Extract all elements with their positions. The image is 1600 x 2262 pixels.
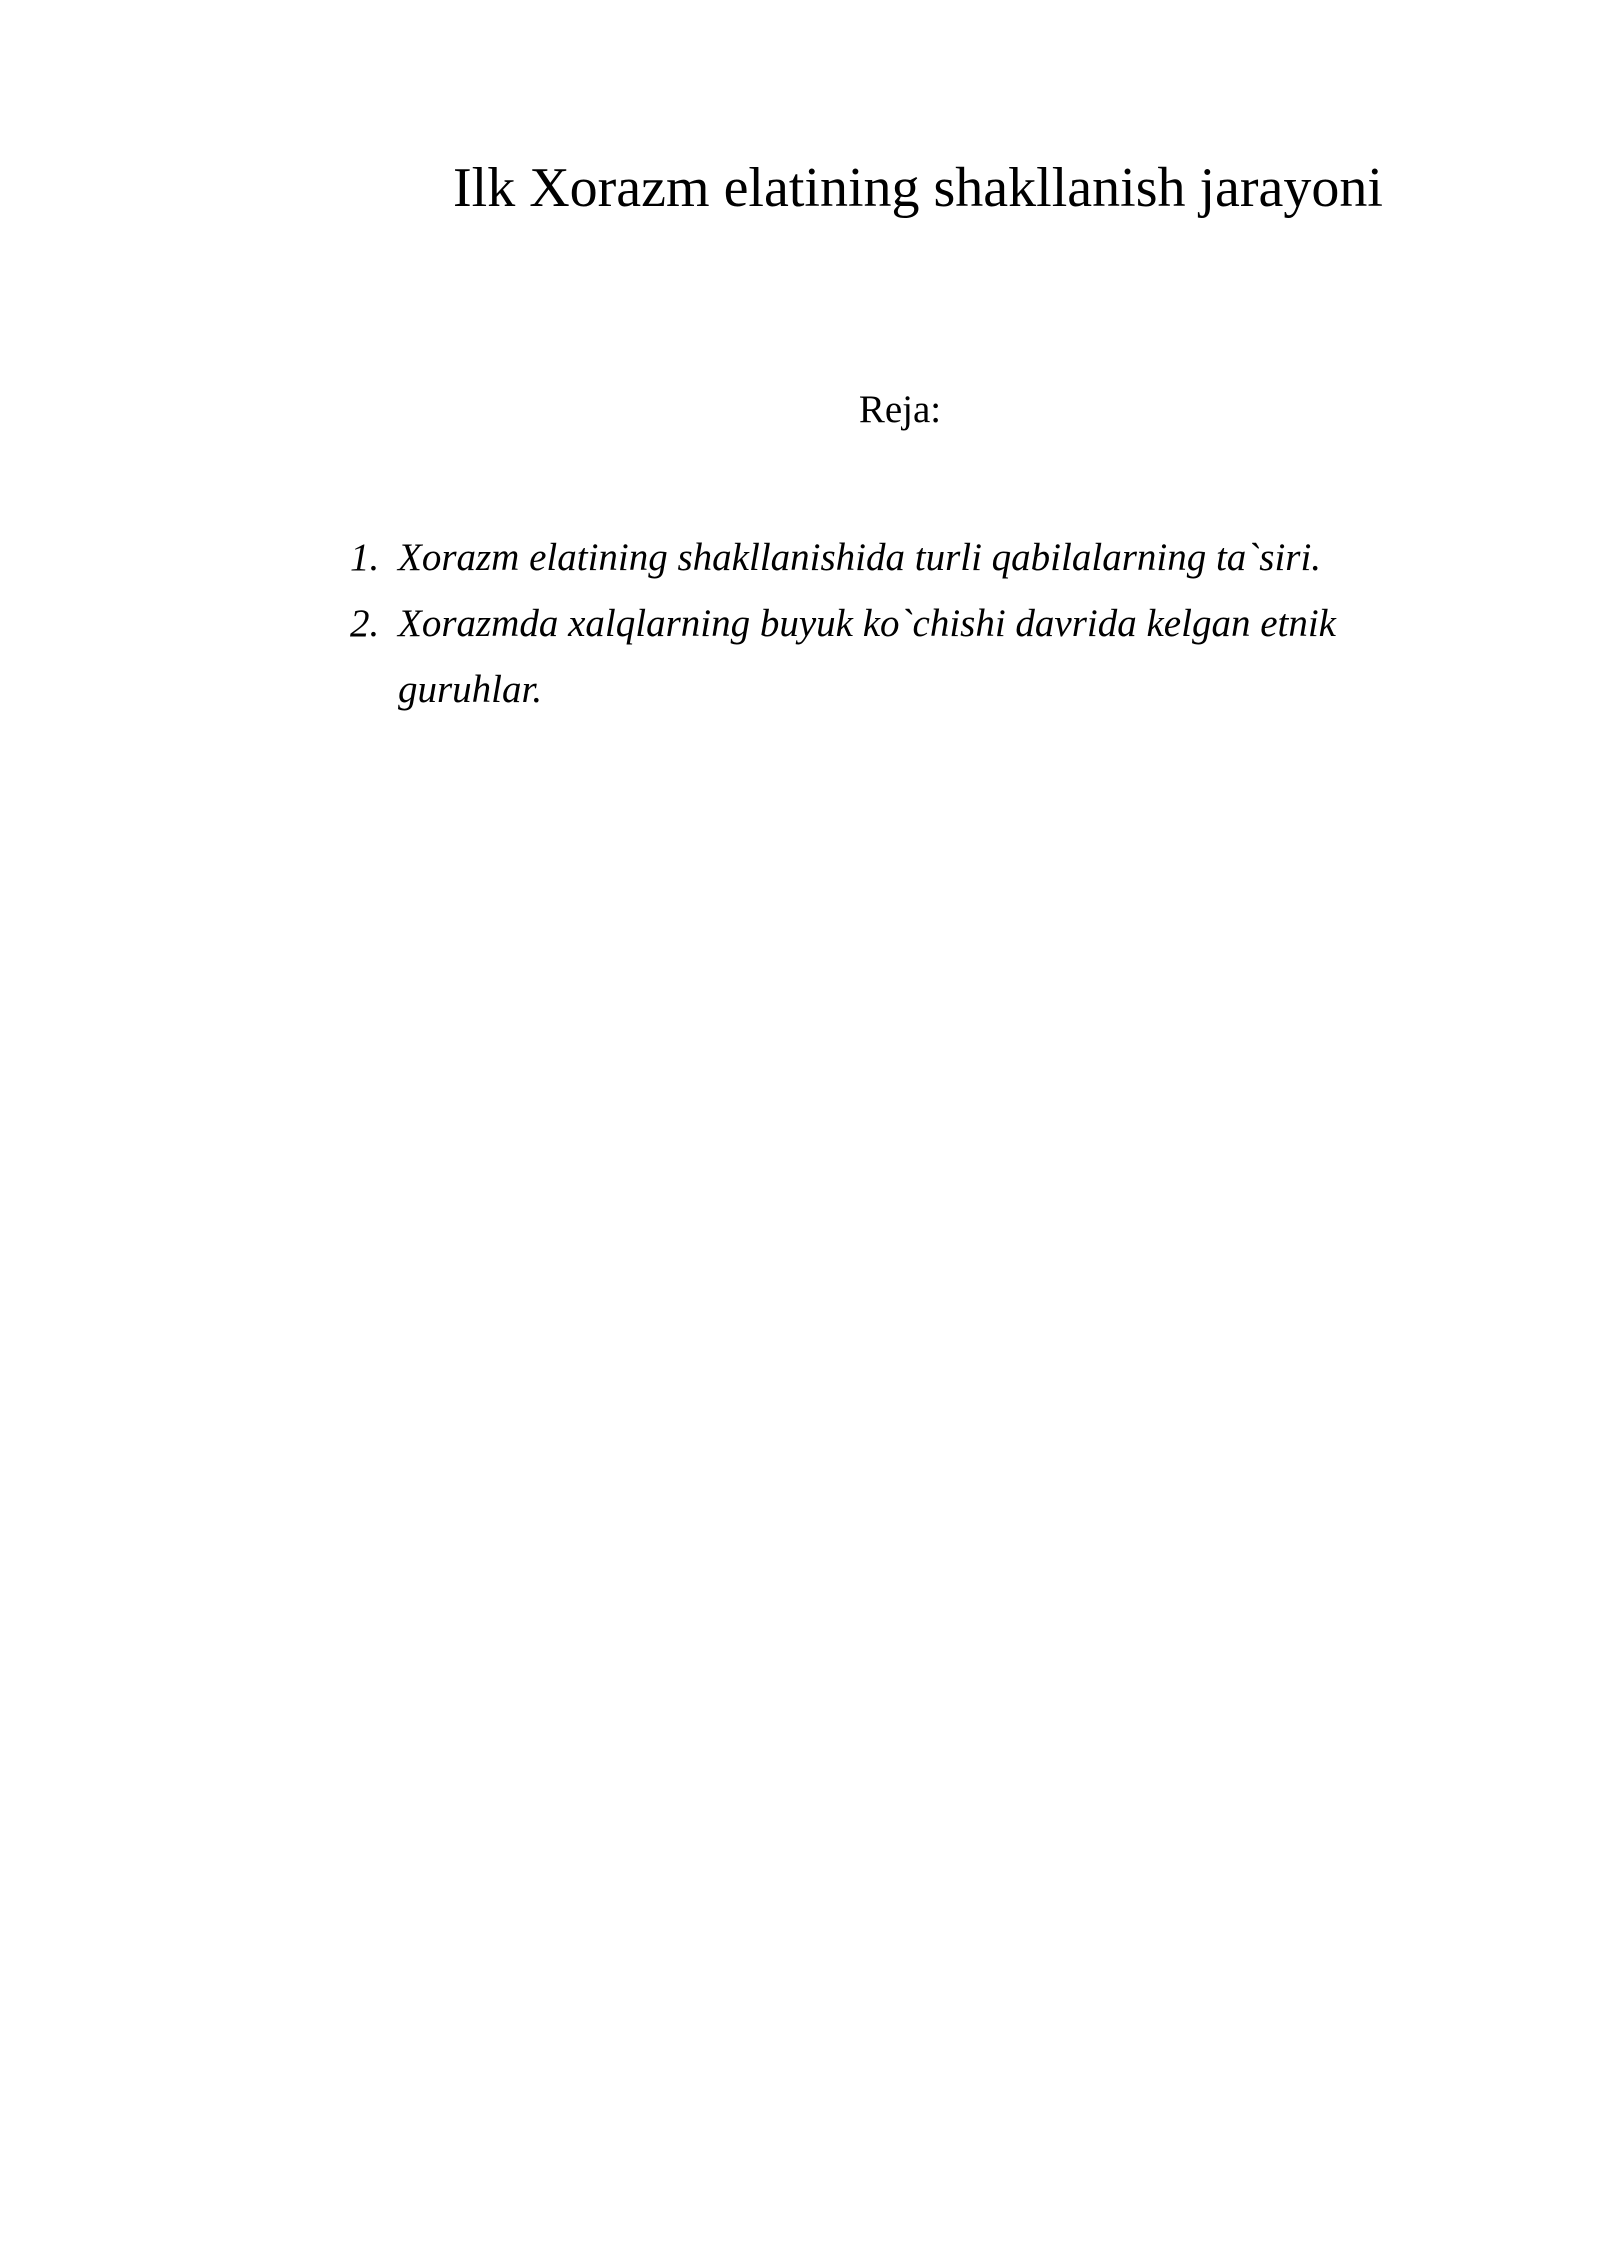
plan-item-text: Xorazmda xalqlarning buyuk ko`chishi davrida kelgan etnik guruhlar.	[398, 602, 1336, 711]
document-title: Ilk Xorazm elatining shakllanish jarayoni	[453, 157, 1383, 219]
plan-item-number: 2.	[350, 602, 380, 645]
plan-item-number: 1.	[350, 536, 380, 579]
plan-item-text: Xorazm elatining shakllanishida turli qabilalarning ta`siri.	[398, 536, 1322, 579]
plan-list	[350, 525, 1450, 723]
plan-item	[350, 591, 1450, 723]
plan-heading: Reja:	[858, 388, 942, 431]
plan-item	[350, 525, 1450, 591]
